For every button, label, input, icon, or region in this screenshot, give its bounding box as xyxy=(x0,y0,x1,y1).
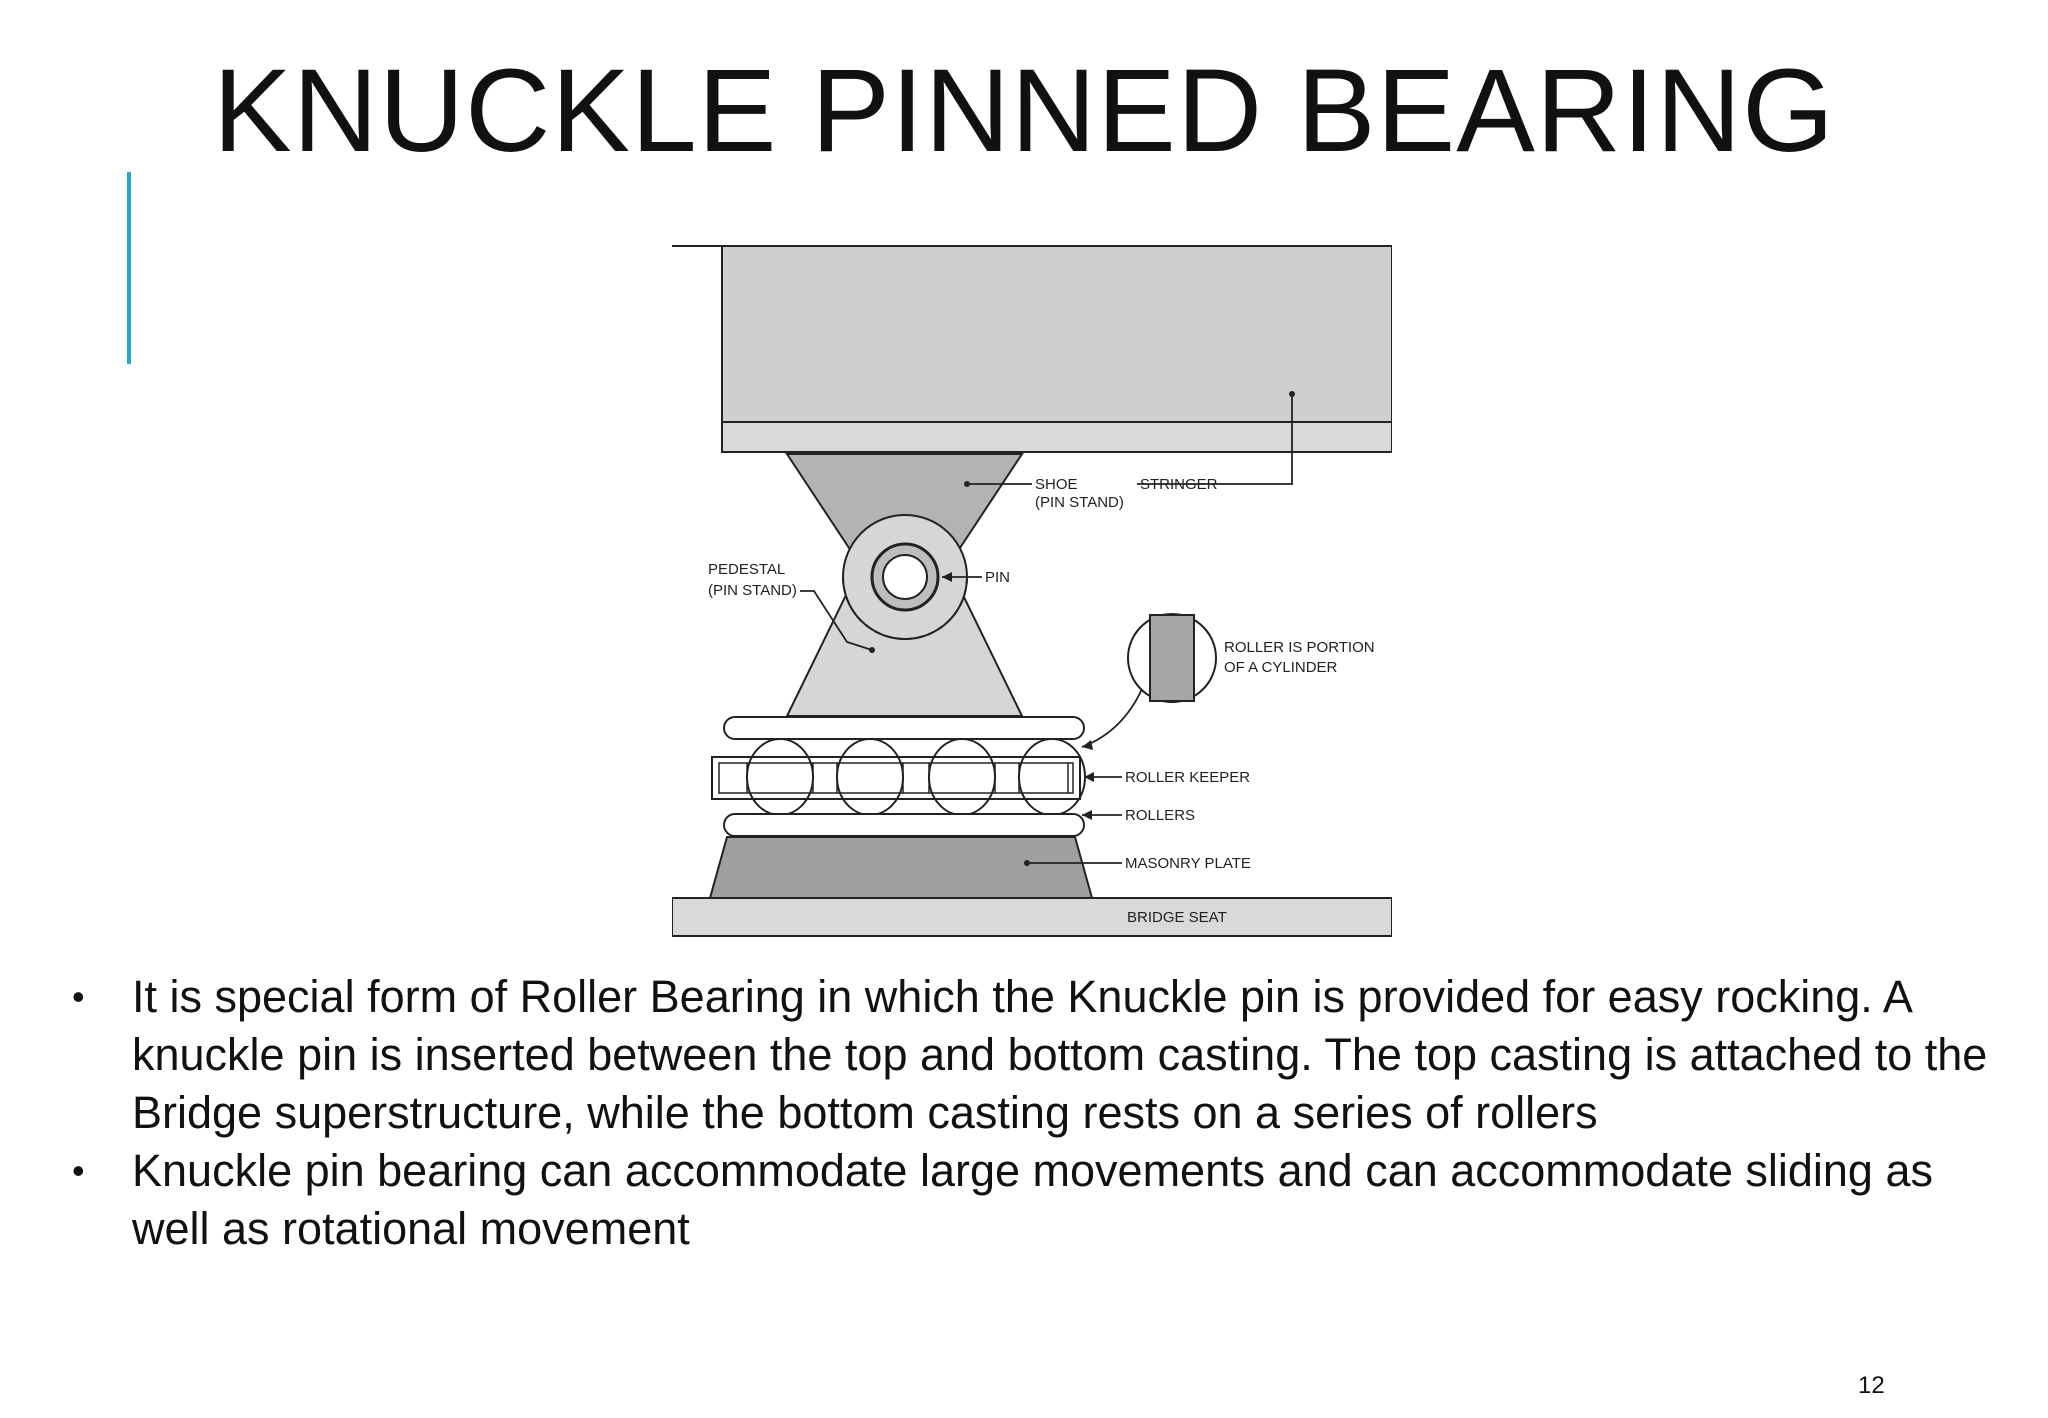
bullet-dot-icon: • xyxy=(72,1150,85,1191)
roller-portion-label-line1: ROLLER IS PORTION xyxy=(1224,639,1375,656)
roller xyxy=(1019,739,1085,815)
roller-keeper-label: ROLLER KEEPER xyxy=(1125,769,1251,786)
bullet-item xyxy=(70,968,1990,1142)
bullet-dot-icon: • xyxy=(72,976,85,1017)
rollers-group xyxy=(747,739,1085,815)
shoe-label-line2: (PIN STAND) xyxy=(1035,494,1124,511)
pedestal-label-line1: PEDESTAL xyxy=(708,561,786,578)
slide-title: KNUCKLE PINNED BEARING xyxy=(213,45,1835,177)
pin-label: PIN xyxy=(985,569,1011,586)
bullet-list xyxy=(70,968,1990,1258)
accent-bar xyxy=(127,172,131,364)
bearing-diagram xyxy=(672,242,1392,942)
roller xyxy=(747,739,813,815)
shoe-label-line1: SHOE xyxy=(1035,476,1078,493)
masonry-plate xyxy=(710,837,1092,898)
roller xyxy=(837,739,903,815)
roller xyxy=(929,739,995,815)
bullet-text: Knuckle pin bearing can accommodate large movements and can accommodate sliding as well as rotational movement xyxy=(132,1145,1933,1254)
roller-detail-section xyxy=(1150,615,1194,701)
bridge-seat-label: BRIDGE SEAT xyxy=(1127,909,1227,926)
pedestal-label-line2: (PIN STAND) xyxy=(708,582,797,599)
lower-bearing-plate xyxy=(724,814,1084,836)
bridge-seat xyxy=(672,898,1392,936)
bullet-item xyxy=(70,1142,1990,1258)
pin-hole xyxy=(883,555,927,599)
upper-bearing-plate xyxy=(724,717,1084,739)
stringer-label: STRINGER xyxy=(1140,476,1218,493)
page-number: 12 xyxy=(1858,1372,1885,1399)
rollers-label: ROLLERS xyxy=(1125,807,1196,824)
roller-portion-label-line2: OF A CYLINDER xyxy=(1224,659,1338,676)
masonry-plate-label: MASONRY PLATE xyxy=(1125,855,1251,872)
bullet-text: It is special form of Roller Bearing in which the Knuckle pin is provided for easy rocking. A knuckle pin is inserted between the top and bottom casting. The top casting is attached to the Bridge superstructure, while the bottom casting rests on a series of rollers xyxy=(132,971,1988,1138)
